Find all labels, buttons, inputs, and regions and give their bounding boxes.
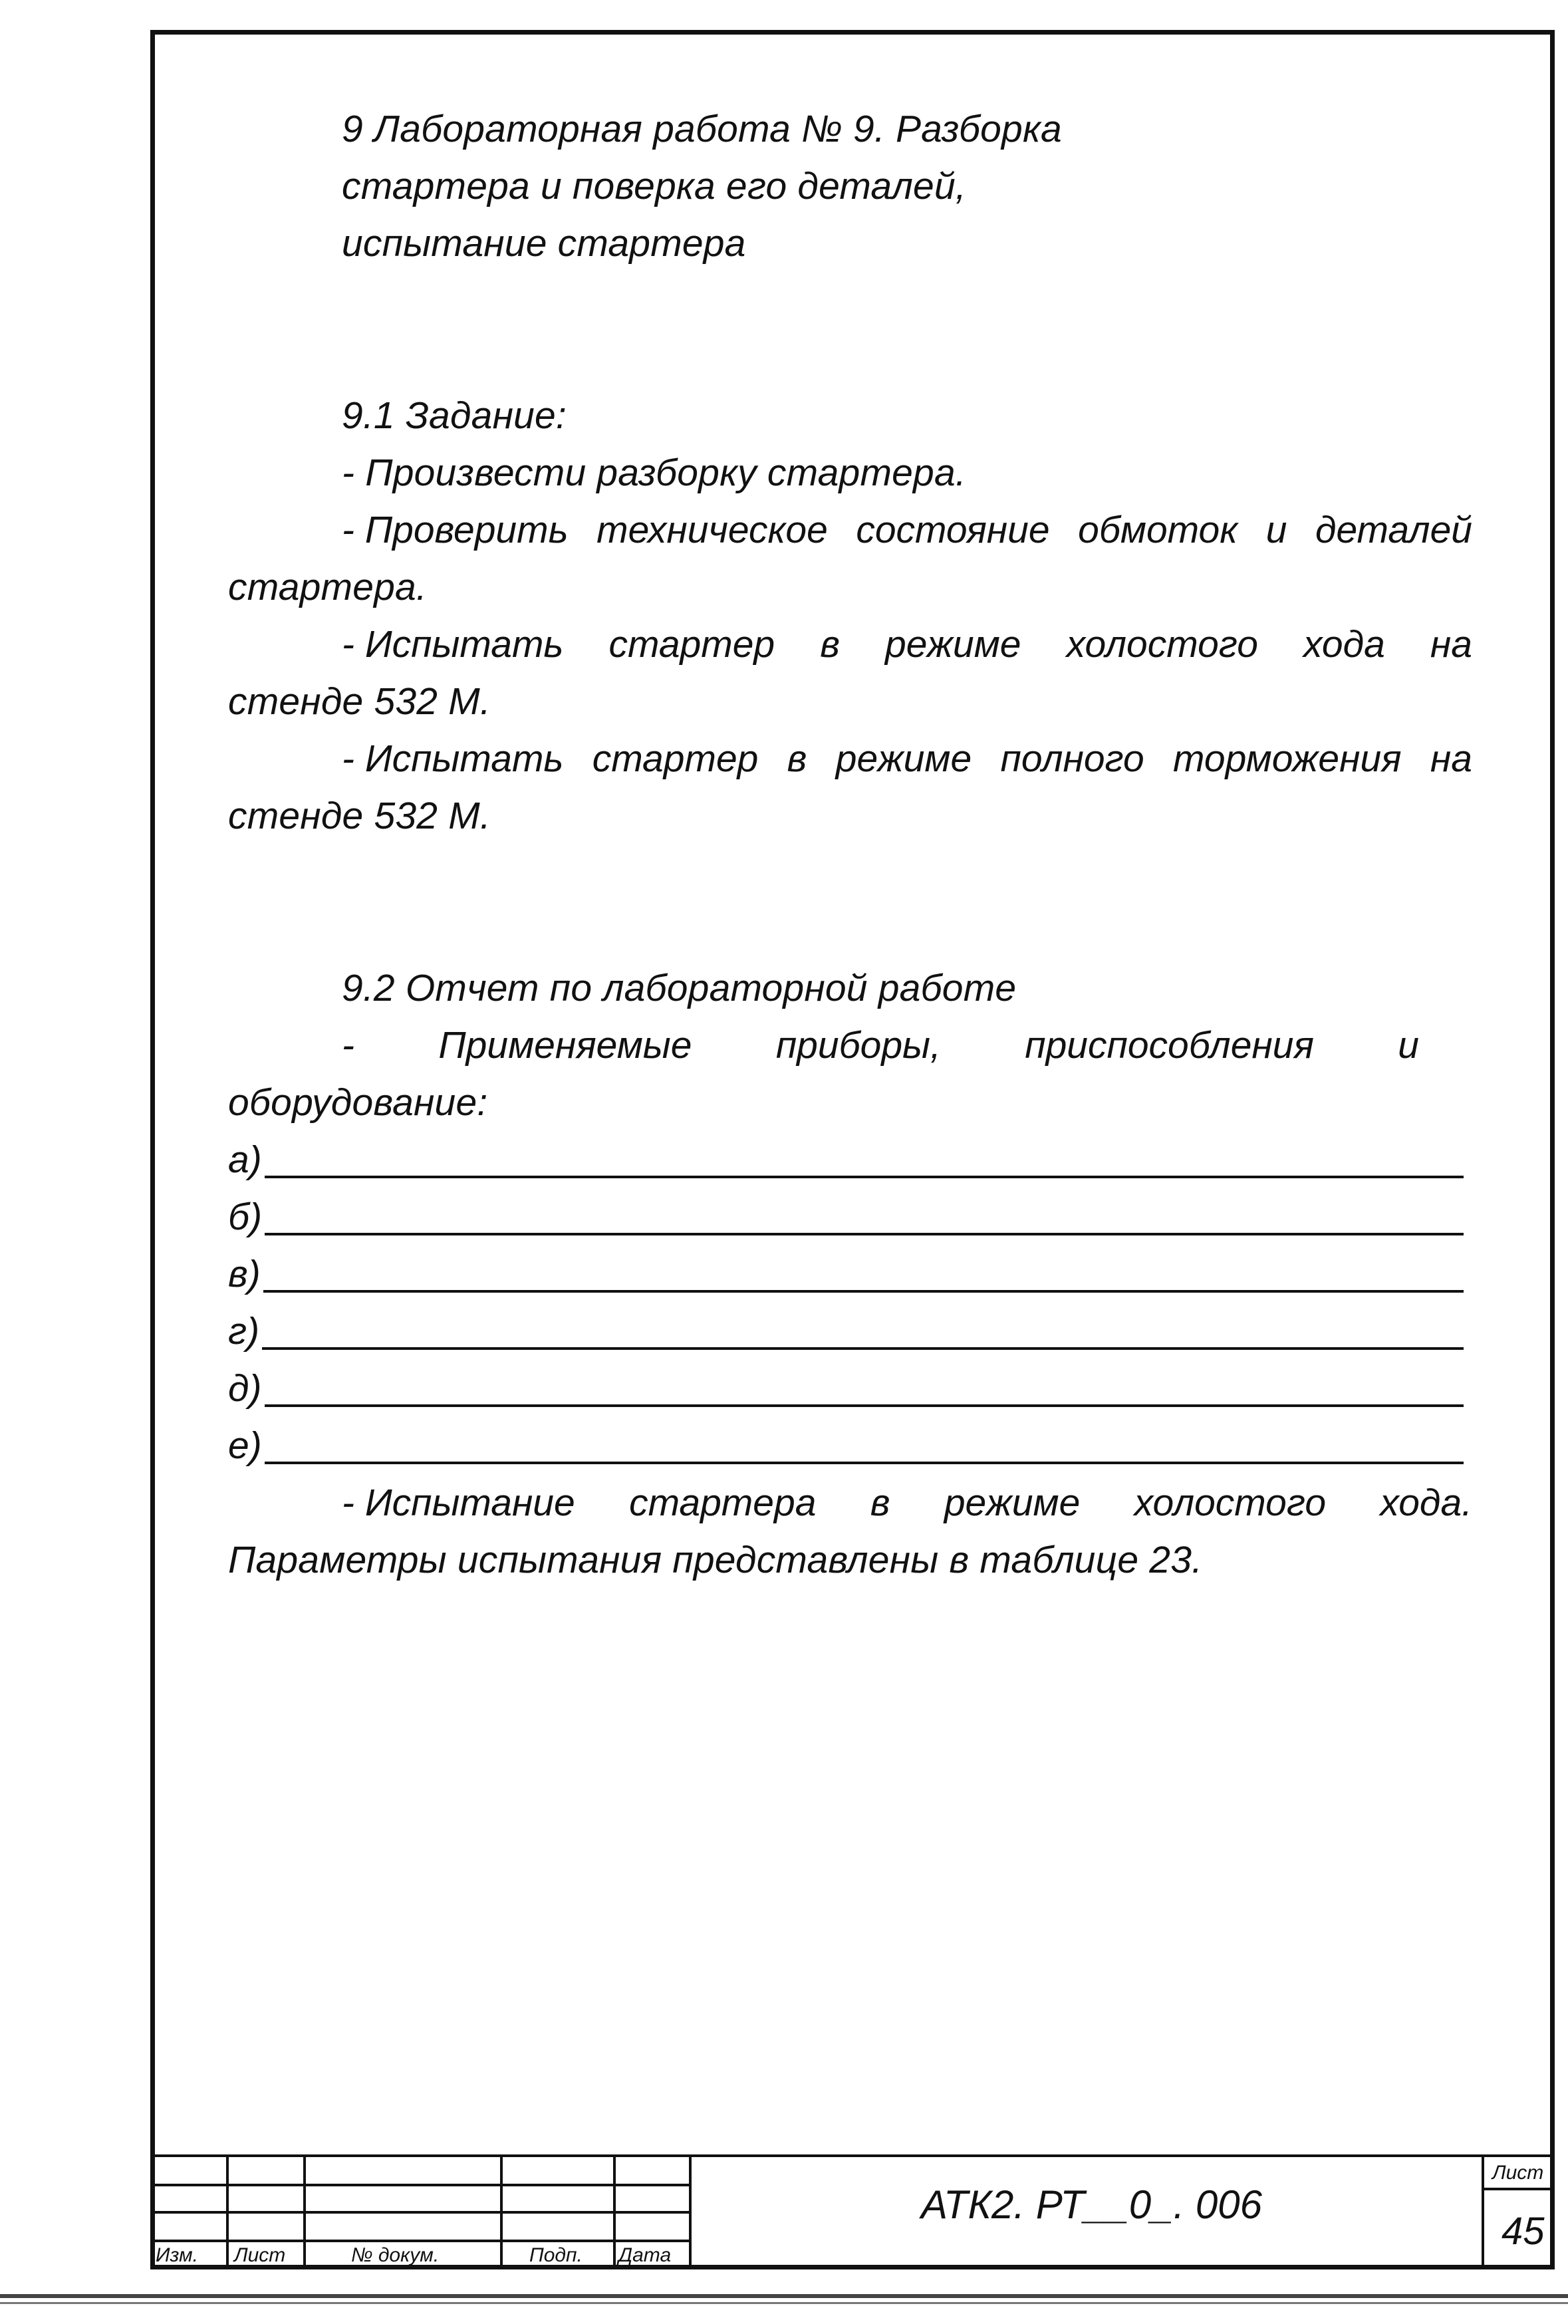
report-equipment-cont: оборудование: <box>228 1081 488 1124</box>
scan-edge-line <box>0 2294 1568 2298</box>
fill-line[interactable] <box>265 1233 1464 1235</box>
scan-edge-line <box>0 2302 1568 2304</box>
report-test-cont: Параметры испытания представлены в таблице 23. <box>228 1539 1203 1581</box>
blank-field-a[interactable] <box>228 1136 1464 1184</box>
report-test-line: - Испытание стартера в режиме холостого хода. <box>342 1482 1472 1524</box>
stamp-sheet-label: Лист <box>1492 2162 1544 2184</box>
blank-field-b[interactable] <box>228 1193 1464 1241</box>
fill-line[interactable] <box>262 1347 1464 1350</box>
blank-field-g[interactable] <box>228 1307 1464 1355</box>
report-heading: 9.2 Отчет по лабораторной работе <box>342 967 1017 1009</box>
task-item-2: - Проверить техническое состояние обмоток и деталей <box>342 509 1472 551</box>
blank-label: г) <box>228 1310 260 1353</box>
title-line-1: 9 Лабораторная работа № 9. Разборка <box>342 108 1062 150</box>
sheet-number: 45 <box>1502 2210 1545 2253</box>
task-item-3: - Испытать стартер в режиме холостого хода на <box>342 623 1472 666</box>
task-item-3-cont: стенде 532 М. <box>228 680 491 723</box>
task-item-4: - Испытать стартер в режиме полного торможения на <box>342 737 1472 780</box>
title-line-3: испытание стартера <box>342 222 746 265</box>
document-code: АТК2. РТ__0_. 006 <box>921 2182 1262 2227</box>
fill-line[interactable] <box>265 1404 1464 1407</box>
fill-line[interactable] <box>265 1176 1464 1178</box>
stamp-list-label: Лист <box>234 2244 286 2266</box>
task-item-4-cont: стенде 532 М. <box>228 795 491 837</box>
blank-label: д) <box>228 1367 262 1410</box>
blank-label: в) <box>228 1253 261 1295</box>
blank-label: а) <box>228 1138 262 1181</box>
task-item-2-cont: стартера. <box>228 566 427 608</box>
blank-label: б) <box>228 1196 263 1238</box>
stamp-data-label: Дата <box>618 2244 672 2266</box>
fill-line[interactable] <box>263 1290 1464 1293</box>
report-equipment-line: - Применяемые приборы, приспособления и <box>342 1024 1419 1067</box>
task-heading: 9.1 Задание: <box>342 394 567 437</box>
blank-label: е) <box>228 1424 262 1467</box>
blank-field-d[interactable] <box>228 1364 1464 1412</box>
blank-field-e[interactable] <box>228 1422 1464 1470</box>
stamp-podp-label: Подп. <box>529 2244 583 2266</box>
title-line-2: стартера и поверка его деталей, <box>342 165 966 207</box>
task-item-1: - Произвести разборку стартера. <box>342 452 966 494</box>
blank-field-v[interactable] <box>228 1250 1464 1298</box>
stamp-izm-label: Изм. <box>156 2244 198 2266</box>
fill-line[interactable] <box>265 1462 1464 1464</box>
stamp-docnum-label: № докум. <box>351 2244 440 2266</box>
